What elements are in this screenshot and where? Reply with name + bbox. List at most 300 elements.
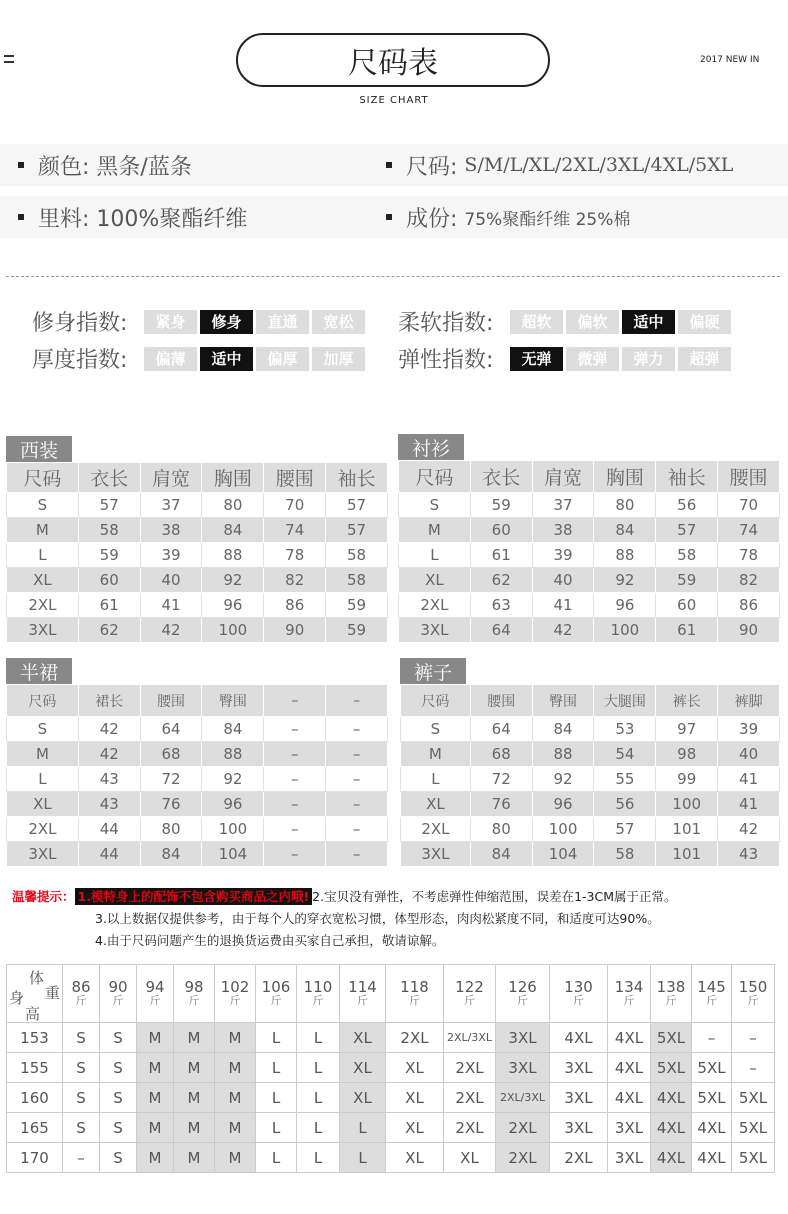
size-cell: S [100,1053,137,1083]
table-cell: 82 [718,568,780,593]
weight-value: 90 [108,978,128,996]
weight-value: 102 [220,978,250,996]
table-cell: 41 [532,593,594,618]
table-cell: 100 [202,817,264,842]
info-lining [18,196,247,238]
weight-unit: 斤 [229,994,241,1007]
table-cell: 54 [594,742,656,767]
table-cell: M [7,518,79,543]
hw-header-row [7,965,775,1023]
table-cell: 90 [718,618,780,643]
table-cell: XL [401,792,471,817]
weight-value: 118 [400,978,429,996]
table-cell: 44 [78,817,140,842]
weight-header [651,965,692,1023]
table-cell: – [326,742,388,767]
size-grid [6,684,388,867]
index-softness [398,306,734,337]
size-grid [398,460,780,643]
table-cell: S [399,493,471,518]
size-cell: M [215,1023,256,1053]
index-option: 微弹 [566,347,619,371]
size-cell: M [137,1023,174,1053]
size-cell: M [174,1143,215,1173]
weight-header [496,965,550,1023]
note-2: 2.宝贝没有弹性，不考虑弹性伸缩范围，误差在1-3CM属于正常。 [312,889,677,904]
size-cell: XL [386,1083,444,1113]
size-cell: M [137,1053,174,1083]
hw-corner [7,965,63,1023]
size-cell: L [297,1113,340,1143]
weight-header [732,965,775,1023]
table-cell: 78 [718,543,780,568]
size-cell: S [63,1083,100,1113]
weight-value: 98 [184,978,204,996]
column-header: 裤脚 [718,685,780,717]
table-row [401,742,780,767]
table-cell: 62 [470,568,532,593]
note-line-1 [12,886,677,908]
table-cell: 3XL [7,842,79,867]
table-cell: 92 [594,568,656,593]
column-header: – [326,685,388,717]
column-header: 臀围 [202,685,264,717]
index-option: 偏软 [566,310,619,334]
weight-header [297,965,340,1023]
table-cell: – [326,842,388,867]
table-cell: 92 [202,767,264,792]
index-label: 柔软指数: [398,311,494,336]
size-cell: M [137,1143,174,1173]
table-cell: 80 [140,817,202,842]
table-title: 衬衫 [398,434,464,460]
table-cell: 38 [140,518,202,543]
table-cell: 58 [78,518,140,543]
table-row [401,717,780,742]
table-cell: 84 [202,717,264,742]
hw-row [7,1113,775,1143]
size-cell: 5XL [651,1053,692,1083]
table-cell: 84 [140,842,202,867]
table-cell: 68 [140,742,202,767]
weight-value: 110 [303,978,333,996]
column-header: 腰围 [140,685,202,717]
table-cell: 100 [202,618,264,643]
size-cell: S [100,1083,137,1113]
size-cell: – [63,1143,100,1173]
table-cell: – [264,742,326,767]
table-cell: 3XL [399,618,471,643]
table-row [7,493,388,518]
index-option: 加厚 [312,347,365,371]
size-cell: M [215,1053,256,1083]
table-cell: 63 [470,593,532,618]
column-header: 肩宽 [532,461,594,493]
index-option: 超弹 [678,347,731,371]
table-cell: 104 [202,842,264,867]
weight-unit: 斤 [517,994,528,1007]
size-cell: 2XL/3XL [444,1023,496,1053]
weight-unit: 斤 [112,994,124,1007]
size-cell: S [100,1143,137,1173]
bullet-icon [386,162,392,168]
height-value: 153 [7,1023,63,1053]
table-header-row [399,461,780,493]
table-cell: 96 [202,792,264,817]
table-cell: 88 [594,543,656,568]
column-header: 袖长 [656,461,718,493]
size-cell: L [256,1083,297,1113]
notes-prefix: 温馨提示： [12,889,75,904]
size-cell: 4XL [651,1143,692,1173]
column-header: 衣长 [78,463,140,493]
weight-header [444,965,496,1023]
table-cell: 57 [326,493,388,518]
size-cell: 2XL [496,1113,550,1143]
table-cell: M [7,742,79,767]
table-cell: 101 [656,817,718,842]
table-cell: – [326,817,388,842]
table-cell: 96 [202,593,264,618]
size-cell: M [174,1113,215,1143]
table-row [7,618,388,643]
column-header: 胸围 [594,461,656,493]
column-header: 袖长 [326,463,388,493]
table-cell: 57 [326,518,388,543]
info-value: 100%聚酯纤维 [96,206,248,232]
table-cell: 98 [656,742,718,767]
column-header: 大腿围 [594,685,656,717]
size-cell: L [256,1113,297,1143]
weight-header [692,965,732,1023]
size-cell: 5XL [732,1143,775,1173]
weight-value: 134 [614,978,644,996]
size-cell: 2XL [444,1083,496,1113]
size-cell: M [174,1023,215,1053]
index-fit [32,306,368,337]
weight-unit: 斤 [665,994,677,1007]
table-cell: 42 [718,817,780,842]
table-cell: 38 [532,518,594,543]
table-row [7,767,388,792]
size-cell: M [137,1113,174,1143]
weight-header [256,965,297,1023]
suit-size-table [6,436,388,642]
table-cell: 37 [532,493,594,518]
table-cell: 96 [594,593,656,618]
weight-unit: 斤 [188,994,200,1007]
table-cell: M [401,742,471,767]
index-option: 修身 [200,310,253,334]
table-title: 半裙 [6,658,72,684]
table-cell: 43 [78,767,140,792]
table-cell: 92 [202,568,264,593]
size-cell: 4XL [651,1083,692,1113]
size-cell: XL [386,1143,444,1173]
table-cell: 2XL [7,593,79,618]
index-label: 弹性指数: [398,348,494,373]
table-cell: 72 [470,767,532,792]
table-cell: 64 [140,717,202,742]
table-cell: 80 [594,493,656,518]
table-cell: 42 [140,618,202,643]
table-cell: 58 [594,842,656,867]
weight-header [174,965,215,1023]
index-option: 适中 [200,347,253,371]
table-cell: 39 [532,543,594,568]
weight-value: 114 [348,978,377,996]
table-cell: 60 [656,593,718,618]
index-option: 超软 [510,310,563,334]
table-cell: – [264,792,326,817]
index-option: 偏薄 [144,347,197,371]
table-cell: 64 [470,618,532,643]
size-cell: 5XL [732,1113,775,1143]
table-cell: 40 [718,742,780,767]
size-cell: 5XL [692,1083,732,1113]
index-label: 修身指数: [32,311,128,336]
table-cell: XL [7,568,79,593]
table-row [401,767,780,792]
weight-unit: 斤 [623,994,635,1007]
page-title: 尺码表 [236,33,550,87]
info-label: 成份: [406,206,458,232]
size-cell: 4XL [608,1083,651,1113]
table-row [399,518,780,543]
table-cell: 84 [470,842,532,867]
table-cell: 70 [264,493,326,518]
table-title: 西装 [6,436,72,462]
weight-value: 138 [656,978,686,996]
size-cell: S [63,1053,100,1083]
table-cell: 42 [78,742,140,767]
weight-unit: 斤 [706,994,717,1007]
weight-unit: 斤 [409,994,420,1007]
season-tag: 2017 NEW IN [700,55,760,65]
info-value: S/M/L/XL/2XL/3XL/4XL/5XL [464,154,734,176]
size-cell: L [256,1143,297,1173]
table-cell: 101 [656,842,718,867]
table-cell: 41 [140,593,202,618]
table-cell: 39 [718,717,780,742]
table-cell: 76 [470,792,532,817]
weight-value: 94 [145,978,165,996]
table-row [401,842,780,867]
weight-header [608,965,651,1023]
size-cell: S [63,1023,100,1053]
size-cell: 5XL [732,1083,775,1113]
weight-header [63,965,100,1023]
size-cell: 3XL [608,1143,651,1173]
table-cell: 76 [140,792,202,817]
height-weight-table [6,964,775,1173]
table-cell: 78 [264,543,326,568]
table-cell: 39 [140,543,202,568]
size-cell: 2XL/3XL [496,1083,550,1113]
size-cell: 5XL [692,1053,732,1083]
table-cell: L [7,543,79,568]
table-cell: 62 [78,618,140,643]
table-cell: – [264,842,326,867]
column-header: – [264,685,326,717]
size-cell: 3XL [550,1053,608,1083]
table-cell: 40 [532,568,594,593]
size-cell: M [174,1053,215,1083]
table-cell: 60 [78,568,140,593]
table-cell: 61 [470,543,532,568]
table-row [7,518,388,543]
size-cell: S [100,1113,137,1143]
column-header: 尺码 [7,685,79,717]
index-option: 宽松 [312,310,365,334]
table-cell: 58 [656,543,718,568]
table-cell: 59 [656,568,718,593]
table-cell: 3XL [401,842,471,867]
pants-size-table [400,658,780,866]
height-value: 170 [7,1143,63,1173]
hw-row [7,1083,775,1113]
table-cell: 86 [718,593,780,618]
table-cell: 74 [264,518,326,543]
info-value: 黑条/蓝条 [96,154,192,180]
shirt-size-table [398,434,780,642]
size-cell: 5XL [651,1023,692,1053]
column-header: 腰围 [470,685,532,717]
size-cell: 2XL [444,1113,496,1143]
table-row [399,593,780,618]
table-cell: S [7,717,79,742]
table-cell: 97 [656,717,718,742]
size-cell: L [297,1143,340,1173]
column-header: 衣长 [470,461,532,493]
table-row [7,842,388,867]
table-row [399,493,780,518]
table-cell: 86 [264,593,326,618]
size-cell: 4XL [692,1143,732,1173]
table-cell: L [7,767,79,792]
table-cell: – [264,717,326,742]
corner-height-2: 高 [25,1005,41,1023]
table-row [7,568,388,593]
column-header: 胸围 [202,463,264,493]
table-cell: 84 [594,518,656,543]
table-cell: L [399,543,471,568]
table-cell: 92 [532,767,594,792]
weight-unit: 斤 [270,994,282,1007]
weight-value: 126 [508,978,537,996]
size-cell: XL [340,1053,386,1083]
note-line-3 [12,908,677,930]
table-cell: 80 [202,493,264,518]
table-cell: 61 [656,618,718,643]
table-cell: 72 [140,767,202,792]
table-cell: 42 [532,618,594,643]
table-cell: 61 [78,593,140,618]
table-cell: 2XL [399,593,471,618]
table-cell: – [326,767,388,792]
bullet-icon [18,214,24,220]
weight-value: 130 [564,978,593,996]
table-cell: 60 [470,518,532,543]
table-cell: 80 [470,817,532,842]
height-value: 165 [7,1113,63,1143]
table-cell: 43 [78,792,140,817]
table-cell: 68 [470,742,532,767]
size-cell: L [256,1053,297,1083]
weight-value: 106 [261,978,291,996]
size-cell: M [215,1083,256,1113]
table-cell: 41 [718,792,780,817]
corner-weight-2: 重 [45,984,61,1002]
weight-header [137,965,174,1023]
column-header: 裙长 [78,685,140,717]
table-row [7,593,388,618]
table-row [401,792,780,817]
size-cell: – [732,1023,775,1053]
menu-icon[interactable] [4,55,16,64]
table-header-row [7,463,388,493]
size-cell: 4XL [608,1053,651,1083]
size-cell: XL [386,1113,444,1143]
info-size [386,144,733,186]
table-cell: 56 [594,792,656,817]
size-cell: 4XL [550,1023,608,1053]
table-cell: 59 [326,618,388,643]
weight-unit: 斤 [747,994,759,1007]
table-row [7,717,388,742]
index-thickness [32,343,368,374]
index-option: 偏厚 [256,347,309,371]
table-cell: L [401,767,471,792]
index-option: 无弹 [510,347,563,371]
index-option: 紧身 [144,310,197,334]
column-header: 尺码 [7,463,79,493]
table-cell: 59 [470,493,532,518]
table-cell: 40 [140,568,202,593]
size-cell: 2XL [444,1053,496,1083]
notes [12,886,677,952]
height-value: 160 [7,1083,63,1113]
size-cell: XL [444,1143,496,1173]
table-cell: 74 [718,518,780,543]
table-row [399,543,780,568]
column-header: 腰围 [718,461,780,493]
size-cell: 4XL [608,1023,651,1053]
table-title: 裤子 [400,658,466,684]
weight-unit: 斤 [357,994,368,1007]
size-cell: L [297,1023,340,1053]
size-cell: L [256,1023,297,1053]
table-cell: 84 [202,518,264,543]
table-cell: XL [7,792,79,817]
page-subtitle: SIZE CHART [359,95,429,106]
size-cell: XL [386,1053,444,1083]
table-cell: 96 [532,792,594,817]
column-header: 腰围 [264,463,326,493]
bullet-icon [18,162,24,168]
table-cell: 41 [718,767,780,792]
table-row [399,568,780,593]
note-1: 1.模特身上的配饰不包含购买商品之内哦! [75,888,313,905]
table-row [7,742,388,767]
size-cell: XL [340,1023,386,1053]
table-cell: 2XL [7,817,79,842]
table-cell: 3XL [7,618,79,643]
weight-unit: 斤 [573,994,584,1007]
weight-header [550,965,608,1023]
size-cell: S [63,1113,100,1143]
column-header: 尺码 [399,461,471,493]
